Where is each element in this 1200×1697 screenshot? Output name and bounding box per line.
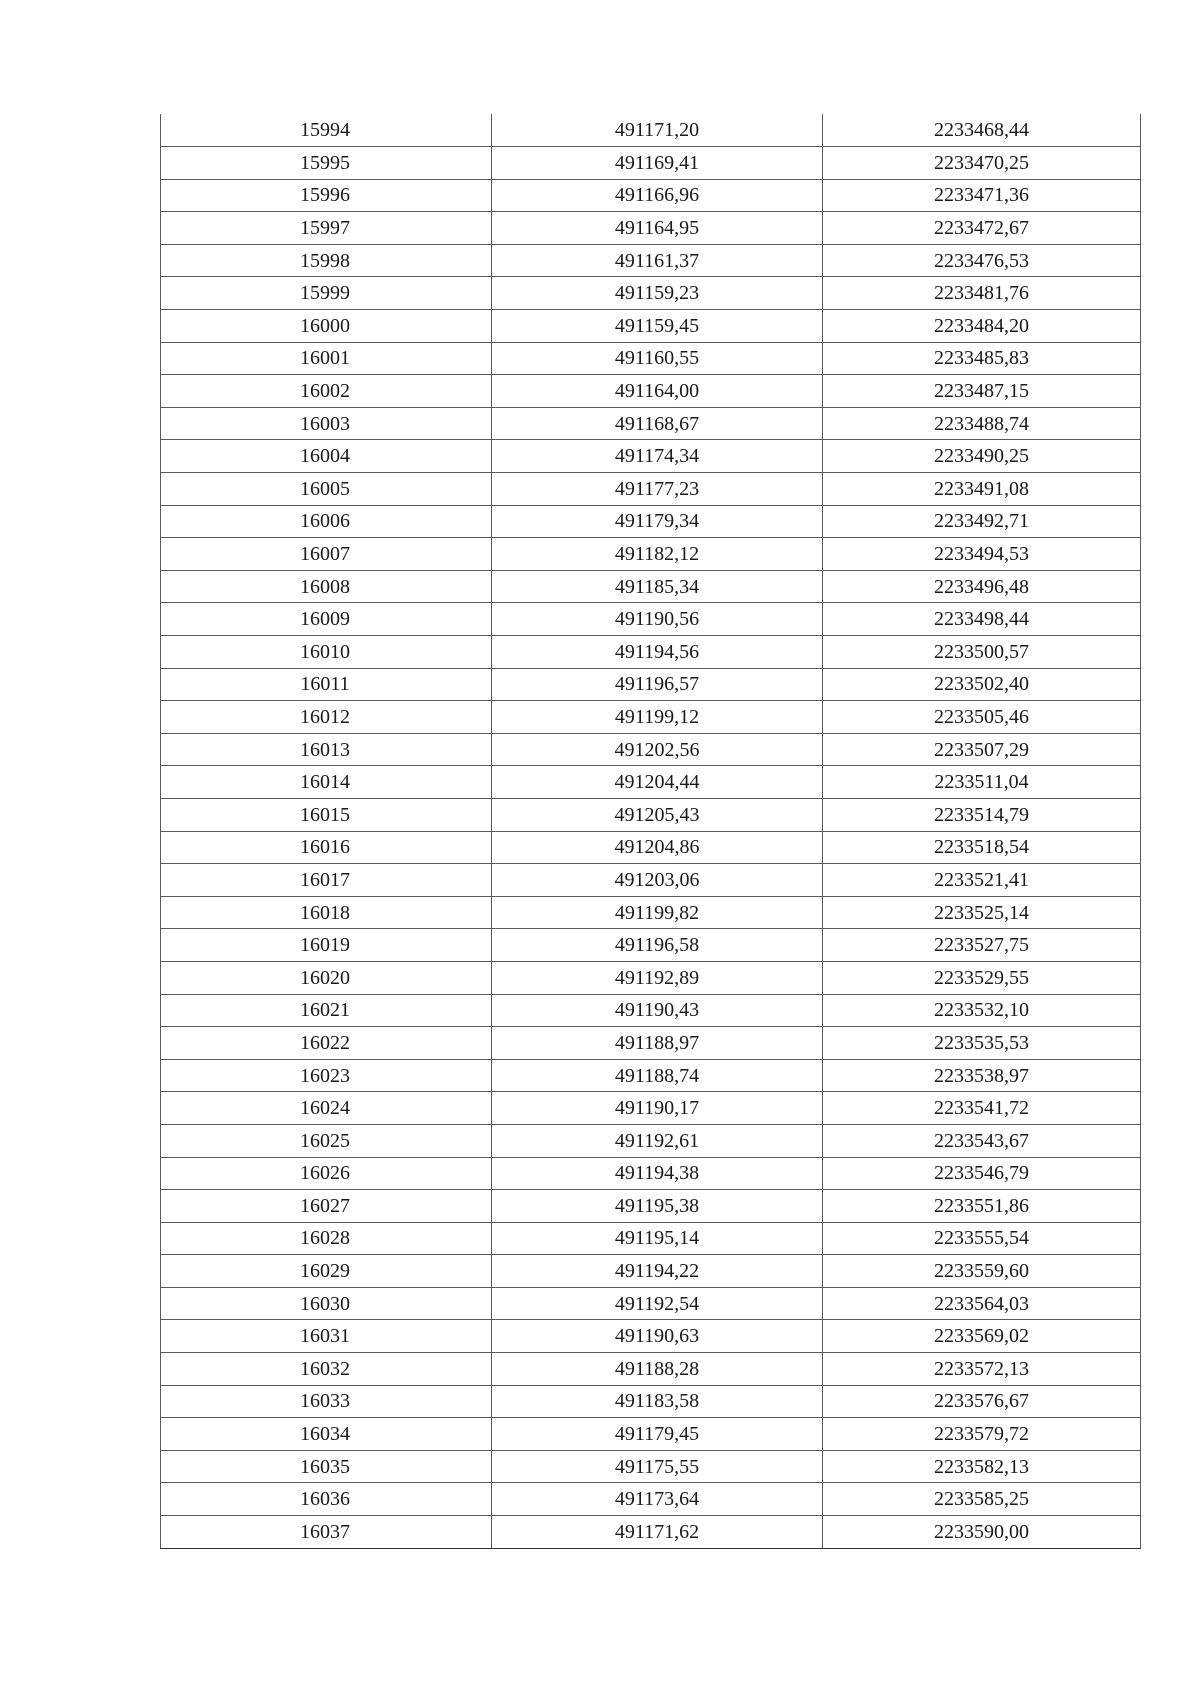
y-coordinate-cell: 2233476,53	[823, 244, 1141, 277]
point-number-cell: 15995	[161, 147, 492, 180]
y-coordinate-cell: 2233484,20	[823, 310, 1141, 343]
x-coordinate-cell: 491188,74	[492, 1059, 823, 1092]
point-number-cell: 15998	[161, 244, 492, 277]
table-row	[161, 701, 1141, 734]
table-row	[161, 147, 1141, 180]
y-coordinate-cell: 2233511,04	[823, 766, 1141, 799]
x-coordinate-cell: 491160,55	[492, 342, 823, 375]
y-coordinate-cell: 2233502,40	[823, 668, 1141, 701]
x-coordinate-cell: 491202,56	[492, 733, 823, 766]
point-number-cell: 16008	[161, 570, 492, 603]
y-coordinate-cell: 2233525,14	[823, 896, 1141, 929]
table-row	[161, 668, 1141, 701]
x-coordinate-cell: 491204,44	[492, 766, 823, 799]
y-coordinate-cell: 2233559,60	[823, 1255, 1141, 1288]
y-coordinate-cell: 2233551,86	[823, 1190, 1141, 1223]
point-number-cell: 16000	[161, 310, 492, 343]
point-number-cell: 16007	[161, 538, 492, 571]
y-coordinate-cell: 2233555,54	[823, 1222, 1141, 1255]
table-row	[161, 636, 1141, 669]
point-number-cell: 16013	[161, 733, 492, 766]
table-row	[161, 864, 1141, 897]
point-number-cell: 16014	[161, 766, 492, 799]
table-row	[161, 733, 1141, 766]
table-row	[161, 375, 1141, 408]
y-coordinate-cell: 2233494,53	[823, 538, 1141, 571]
point-number-cell: 16016	[161, 831, 492, 864]
y-coordinate-cell: 2233535,53	[823, 1027, 1141, 1060]
table-row	[161, 473, 1141, 506]
x-coordinate-cell: 491179,34	[492, 505, 823, 538]
x-coordinate-cell: 491182,12	[492, 538, 823, 571]
point-number-cell: 16018	[161, 896, 492, 929]
y-coordinate-cell: 2233585,25	[823, 1483, 1141, 1516]
x-coordinate-cell: 491175,55	[492, 1450, 823, 1483]
point-number-cell: 16025	[161, 1124, 492, 1157]
x-coordinate-cell: 491196,57	[492, 668, 823, 701]
x-coordinate-cell: 491171,62	[492, 1516, 823, 1549]
x-coordinate-cell: 491174,34	[492, 440, 823, 473]
x-coordinate-cell: 491199,12	[492, 701, 823, 734]
x-coordinate-cell: 491188,28	[492, 1353, 823, 1386]
table-row	[161, 310, 1141, 343]
point-number-cell: 16026	[161, 1157, 492, 1190]
point-number-cell: 16031	[161, 1320, 492, 1353]
point-number-cell: 16011	[161, 668, 492, 701]
y-coordinate-cell: 2233527,75	[823, 929, 1141, 962]
table-row	[161, 1222, 1141, 1255]
y-coordinate-cell: 2233518,54	[823, 831, 1141, 864]
x-coordinate-cell: 491203,06	[492, 864, 823, 897]
y-coordinate-cell: 2233546,79	[823, 1157, 1141, 1190]
point-number-cell: 15999	[161, 277, 492, 310]
table-row	[161, 1353, 1141, 1386]
y-coordinate-cell: 2233500,57	[823, 636, 1141, 669]
x-coordinate-cell: 491168,67	[492, 407, 823, 440]
table-row	[161, 1483, 1141, 1516]
y-coordinate-cell: 2233485,83	[823, 342, 1141, 375]
table-row	[161, 407, 1141, 440]
table-row	[161, 179, 1141, 212]
point-number-cell: 16032	[161, 1353, 492, 1386]
x-coordinate-cell: 491166,96	[492, 179, 823, 212]
y-coordinate-cell: 2233491,08	[823, 473, 1141, 506]
table-row	[161, 538, 1141, 571]
point-number-cell: 16028	[161, 1222, 492, 1255]
point-number-cell: 16020	[161, 961, 492, 994]
point-number-cell: 16012	[161, 701, 492, 734]
table-row	[161, 244, 1141, 277]
y-coordinate-cell: 2233521,41	[823, 864, 1141, 897]
x-coordinate-cell: 491194,38	[492, 1157, 823, 1190]
x-coordinate-cell: 491196,58	[492, 929, 823, 962]
x-coordinate-cell: 491194,56	[492, 636, 823, 669]
point-number-cell: 16021	[161, 994, 492, 1027]
y-coordinate-cell: 2233470,25	[823, 147, 1141, 180]
point-number-cell: 16027	[161, 1190, 492, 1223]
table-row	[161, 1287, 1141, 1320]
table-row	[161, 1027, 1141, 1060]
table-row	[161, 277, 1141, 310]
y-coordinate-cell: 2233529,55	[823, 961, 1141, 994]
x-coordinate-cell: 491195,38	[492, 1190, 823, 1223]
table-row	[161, 1255, 1141, 1288]
y-coordinate-cell: 2233579,72	[823, 1418, 1141, 1451]
x-coordinate-cell: 491159,45	[492, 310, 823, 343]
table-row	[161, 798, 1141, 831]
point-number-cell: 16037	[161, 1516, 492, 1549]
x-coordinate-cell: 491192,61	[492, 1124, 823, 1157]
point-number-cell: 16004	[161, 440, 492, 473]
x-coordinate-cell: 491192,89	[492, 961, 823, 994]
table-row	[161, 929, 1141, 962]
x-coordinate-cell: 491190,17	[492, 1092, 823, 1125]
point-number-cell: 16034	[161, 1418, 492, 1451]
table-row	[161, 1092, 1141, 1125]
table-row	[161, 1059, 1141, 1092]
y-coordinate-cell: 2233472,67	[823, 212, 1141, 245]
x-coordinate-cell: 491195,14	[492, 1222, 823, 1255]
point-number-cell: 16017	[161, 864, 492, 897]
point-number-cell: 16033	[161, 1385, 492, 1418]
point-number-cell: 15994	[161, 114, 492, 147]
point-number-cell: 16023	[161, 1059, 492, 1092]
y-coordinate-cell: 2233468,44	[823, 114, 1141, 147]
table-row	[161, 114, 1141, 147]
y-coordinate-cell: 2233590,00	[823, 1516, 1141, 1549]
y-coordinate-cell: 2233471,36	[823, 179, 1141, 212]
point-number-cell: 16002	[161, 375, 492, 408]
coordinates-table	[160, 114, 1141, 1549]
table-row	[161, 505, 1141, 538]
y-coordinate-cell: 2233582,13	[823, 1450, 1141, 1483]
table-row	[161, 896, 1141, 929]
y-coordinate-cell: 2233572,13	[823, 1353, 1141, 1386]
point-number-cell: 16022	[161, 1027, 492, 1060]
point-number-cell: 16024	[161, 1092, 492, 1125]
point-number-cell: 16035	[161, 1450, 492, 1483]
y-coordinate-cell: 2233481,76	[823, 277, 1141, 310]
point-number-cell: 15996	[161, 179, 492, 212]
x-coordinate-cell: 491183,58	[492, 1385, 823, 1418]
y-coordinate-cell: 2233498,44	[823, 603, 1141, 636]
table-row	[161, 766, 1141, 799]
y-coordinate-cell: 2233538,97	[823, 1059, 1141, 1092]
y-coordinate-cell: 2233496,48	[823, 570, 1141, 603]
point-number-cell: 16019	[161, 929, 492, 962]
point-number-cell: 16003	[161, 407, 492, 440]
table-row	[161, 1190, 1141, 1223]
table-row	[161, 342, 1141, 375]
table-row	[161, 603, 1141, 636]
y-coordinate-cell: 2233532,10	[823, 994, 1141, 1027]
table-row	[161, 1320, 1141, 1353]
point-number-cell: 16001	[161, 342, 492, 375]
x-coordinate-cell: 491190,43	[492, 994, 823, 1027]
y-coordinate-cell: 2233576,67	[823, 1385, 1141, 1418]
x-coordinate-cell: 491179,45	[492, 1418, 823, 1451]
x-coordinate-cell: 491190,56	[492, 603, 823, 636]
x-coordinate-cell: 491205,43	[492, 798, 823, 831]
table-row	[161, 1157, 1141, 1190]
x-coordinate-cell: 491173,64	[492, 1483, 823, 1516]
y-coordinate-cell: 2233488,74	[823, 407, 1141, 440]
y-coordinate-cell: 2233541,72	[823, 1092, 1141, 1125]
x-coordinate-cell: 491164,00	[492, 375, 823, 408]
x-coordinate-cell: 491171,20	[492, 114, 823, 147]
x-coordinate-cell: 491188,97	[492, 1027, 823, 1060]
y-coordinate-cell: 2233543,67	[823, 1124, 1141, 1157]
point-number-cell: 16005	[161, 473, 492, 506]
table-row	[161, 1385, 1141, 1418]
point-number-cell: 16009	[161, 603, 492, 636]
table-row	[161, 1124, 1141, 1157]
table-row	[161, 440, 1141, 473]
y-coordinate-cell: 2233569,02	[823, 1320, 1141, 1353]
point-number-cell: 16010	[161, 636, 492, 669]
x-coordinate-cell: 491161,37	[492, 244, 823, 277]
x-coordinate-cell: 491199,82	[492, 896, 823, 929]
x-coordinate-cell: 491194,22	[492, 1255, 823, 1288]
x-coordinate-cell: 491185,34	[492, 570, 823, 603]
coordinates-table-body	[161, 114, 1141, 1548]
x-coordinate-cell: 491164,95	[492, 212, 823, 245]
point-number-cell: 16029	[161, 1255, 492, 1288]
point-number-cell: 16015	[161, 798, 492, 831]
y-coordinate-cell: 2233505,46	[823, 701, 1141, 734]
y-coordinate-cell: 2233507,29	[823, 733, 1141, 766]
y-coordinate-cell: 2233492,71	[823, 505, 1141, 538]
x-coordinate-cell: 491192,54	[492, 1287, 823, 1320]
y-coordinate-cell: 2233514,79	[823, 798, 1141, 831]
table-row	[161, 1450, 1141, 1483]
point-number-cell: 15997	[161, 212, 492, 245]
table-row	[161, 212, 1141, 245]
table-row	[161, 1516, 1141, 1549]
table-row	[161, 831, 1141, 864]
y-coordinate-cell: 2233490,25	[823, 440, 1141, 473]
x-coordinate-cell: 491159,23	[492, 277, 823, 310]
point-number-cell: 16030	[161, 1287, 492, 1320]
x-coordinate-cell: 491177,23	[492, 473, 823, 506]
table-row	[161, 570, 1141, 603]
table-row	[161, 961, 1141, 994]
x-coordinate-cell: 491169,41	[492, 147, 823, 180]
x-coordinate-cell: 491204,86	[492, 831, 823, 864]
y-coordinate-cell: 2233487,15	[823, 375, 1141, 408]
point-number-cell: 16036	[161, 1483, 492, 1516]
table-row	[161, 994, 1141, 1027]
point-number-cell: 16006	[161, 505, 492, 538]
table-row	[161, 1418, 1141, 1451]
x-coordinate-cell: 491190,63	[492, 1320, 823, 1353]
y-coordinate-cell: 2233564,03	[823, 1287, 1141, 1320]
